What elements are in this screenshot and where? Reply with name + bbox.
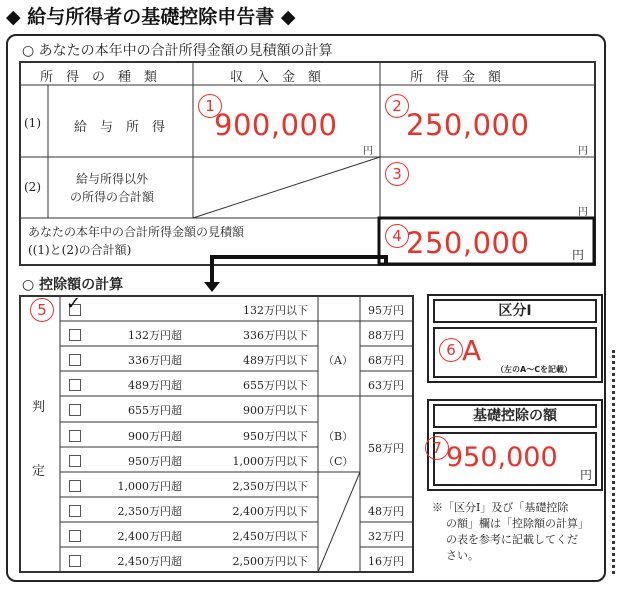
group-b-label: （B）: [323, 430, 354, 443]
bracket-to: 2,500万円以下: [232, 555, 308, 568]
kiso-value[interactable]: 950,000: [446, 442, 558, 473]
bracket-checkbox[interactable]: [69, 505, 81, 517]
bracket-from: 489万円超: [128, 379, 182, 392]
section1-heading: ○ あなたの本年中の合計所得金額の見積額の計算: [22, 43, 333, 59]
deduction-48: 48万円: [368, 505, 404, 518]
bracket-from: 132万円超: [128, 329, 182, 342]
deduction-16: 16万円: [368, 555, 404, 568]
circle-2: 2: [385, 94, 409, 118]
note-line1: ※「区分Ⅰ」及び「基礎控除: [432, 501, 569, 514]
kubun-value[interactable]: A: [462, 334, 482, 367]
circle-1: 1: [198, 94, 222, 118]
bracket-to: 489万円以下: [243, 354, 308, 367]
circle-5: 5: [30, 298, 54, 322]
header-income-net: 所 得 金 額: [410, 70, 502, 85]
kiso-yen: 円: [580, 468, 593, 482]
bracket-from: 900万円超: [128, 430, 182, 443]
deduction-58: 58万円: [368, 442, 404, 455]
bracket-checkbox[interactable]: [69, 379, 81, 391]
note-line4: さい。: [446, 549, 479, 562]
note-line2: の額」欄は「控除額の計算」: [446, 517, 589, 530]
bracket-to: 950万円以下: [243, 430, 308, 443]
section2-heading: ○ 控除額の計算: [22, 277, 124, 293]
bracket-to: 1,000万円以下: [232, 455, 308, 468]
row2-number: (2): [24, 180, 41, 194]
circle-7: 7: [425, 436, 449, 460]
deduction-95: 95万円: [368, 304, 404, 317]
salary-net-value[interactable]: 250,000: [406, 108, 530, 142]
total-income-yen: 円: [572, 248, 585, 262]
header-income-type: 所 得 の 種 類: [40, 70, 158, 85]
bracket-from: 336万円超: [128, 354, 182, 367]
group-a-label: （A）: [323, 354, 353, 367]
judgement-label-top: 判: [32, 400, 46, 415]
bracket-to: 2,400万円以下: [232, 505, 308, 518]
bracket-from: 950万円超: [128, 455, 182, 468]
bracket-checkbox[interactable]: [69, 354, 81, 366]
row2-label-line2: の所得の合計額: [70, 190, 155, 204]
row1-label: 給 与 所 得: [74, 120, 166, 135]
header-income-amount: 収 入 金 額: [230, 70, 322, 85]
deduction-63: 63万円: [368, 379, 404, 392]
kubun-title: [433, 299, 597, 323]
circle-3: 3: [385, 162, 409, 186]
bracket-to: 2,450万円以下: [232, 530, 308, 543]
total-label-line1: あなたの本年中の合計所得金額の見積額: [28, 225, 245, 239]
kubun-title-text: 区分Ⅰ: [498, 303, 532, 319]
bracket-from: 2,400万円超: [117, 530, 182, 543]
salary-net-yen: 円: [578, 146, 588, 157]
note-line3: の表を参考に記載してくだ: [446, 533, 578, 546]
deduction-88: 88万円: [368, 329, 404, 342]
bracket-checkbox[interactable]: [69, 430, 81, 442]
deduction-68: 68万円: [368, 354, 404, 367]
kiso-title: [433, 404, 597, 428]
salary-income-value[interactable]: 900,000: [214, 108, 338, 142]
total-label-line2: ((1)と(2)の合計額): [28, 243, 132, 257]
bracket-to: 336万円以下: [243, 329, 308, 342]
circle-4: 4: [385, 224, 409, 248]
bracket-to: 132万円以下: [243, 304, 308, 317]
group-c-label: （C）: [323, 455, 354, 468]
bracket-from: 655万円超: [128, 404, 182, 417]
kubun-note: （左のA〜Cを記載）: [496, 365, 573, 374]
bracket-checkbox[interactable]: [69, 404, 81, 416]
bracket-from: 2,350万円超: [117, 505, 182, 518]
bracket-checkbox[interactable]: [69, 480, 81, 492]
kiso-title-text: 基礎控除の額: [473, 408, 557, 424]
bracket-to: 655万円以下: [243, 379, 308, 392]
deduction-32: 32万円: [368, 530, 404, 543]
bracket-checkbox[interactable]: [69, 530, 81, 542]
bracket-to: 2,350万円以下: [232, 480, 308, 493]
total-income-value[interactable]: 250,000: [406, 226, 530, 260]
other-net-yen: 円: [578, 207, 588, 218]
bracket-from: 1,000万円超: [117, 480, 182, 493]
dotted-divider: [612, 350, 615, 574]
bracket-checkbox[interactable]: [69, 555, 81, 567]
check-mark-icon: ✓: [66, 293, 82, 314]
form-title: ◆ 給与所得者の基礎控除申告書 ◆: [6, 6, 296, 28]
bracket-checkbox[interactable]: [69, 455, 81, 467]
bracket-from: 2,450万円超: [117, 555, 182, 568]
bracket-to: 900万円以下: [243, 404, 308, 417]
salary-income-yen: 円: [363, 146, 373, 157]
row1-number: (1): [24, 116, 41, 130]
circle-6: 6: [439, 338, 463, 362]
bracket-checkbox[interactable]: [69, 329, 81, 341]
row2-label-line1: 給与所得以外: [76, 172, 149, 186]
judgement-label-bottom: 定: [32, 464, 46, 479]
